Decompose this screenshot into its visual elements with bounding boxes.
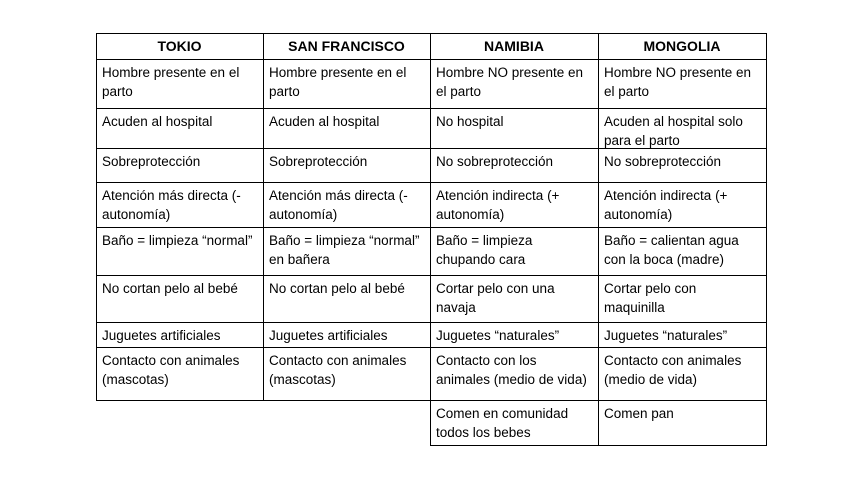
column-header: SAN FRANCISCO: [288, 38, 405, 54]
table-cell: Juguetes “naturales”: [604, 328, 728, 343]
table-cell: Baño = limpieza chupando cara: [436, 233, 537, 267]
column-divider: [430, 33, 431, 446]
table-cell: Atención más directa (- autonomía): [269, 188, 412, 222]
table-cell: No sobreprotección: [436, 154, 554, 169]
table-cell: Atención más directa (- autonomía): [102, 188, 245, 222]
table-cell: Atención indirecta (+ autonomía): [436, 188, 564, 222]
table-cell: Baño = limpieza “normal” en bañera: [269, 233, 424, 267]
table-cell: Hombre presente en el parto: [269, 65, 411, 99]
table-cell: Sobreprotección: [269, 154, 368, 169]
row-divider: [96, 322, 767, 323]
column-divider: [96, 33, 97, 401]
table-cell: Cortar pelo con maquinilla: [604, 281, 701, 315]
table-cell: Sobreprotección: [102, 154, 201, 169]
comparison-table: [96, 33, 766, 445]
table-cell: Acuden al hospital: [102, 114, 213, 129]
table-cell: Acuden al hospital solo para el parto: [604, 114, 747, 148]
table-cell: Contacto con animales (medio de vida): [604, 353, 746, 387]
row-divider: [96, 182, 767, 183]
table-cell: Comen en comunidad todos los bebes: [436, 406, 572, 440]
column-divider: [766, 33, 767, 446]
table-cell: No cortan pelo al bebé: [269, 281, 405, 296]
table-cell: Juguetes artificiales: [102, 328, 221, 343]
table-cell: Contacto con los animales (medio de vida): [436, 353, 587, 387]
table-cell: Contacto con animales (mascotas): [102, 353, 244, 387]
table-cell: Hombre NO presente en el parto: [604, 65, 755, 99]
row-divider: [96, 59, 767, 60]
table-cell: Contacto con animales (mascotas): [269, 353, 411, 387]
row-divider: [96, 227, 767, 228]
column-header: NAMIBIA: [484, 38, 544, 54]
table-cell: Baño = calientan agua con la boca (madre): [604, 233, 743, 267]
table-cell: Hombre NO presente en el parto: [436, 65, 587, 99]
column-divider: [598, 33, 599, 446]
row-divider: [96, 108, 767, 109]
table-cell: Baño = limpieza “normal”: [102, 233, 253, 248]
column-header: TOKIO: [157, 38, 202, 54]
table-cell: No sobreprotección: [604, 154, 722, 169]
table-cell: Hombre presente en el parto: [102, 65, 244, 99]
column-header: MONGOLIA: [643, 38, 721, 54]
table-cell: Acuden al hospital: [269, 114, 380, 129]
row-divider: [96, 400, 767, 401]
table-cell: Juguetes artificiales: [269, 328, 388, 343]
row-divider: [96, 148, 767, 149]
table-cell: Comen pan: [604, 406, 674, 421]
row-divider: [96, 347, 767, 348]
row-divider: [96, 33, 767, 34]
table-cell: Juguetes “naturales”: [436, 328, 560, 343]
table-cell: No cortan pelo al bebé: [102, 281, 238, 296]
table-cell: Atención indirecta (+ autonomía): [604, 188, 732, 222]
table-cell: No hospital: [436, 114, 504, 129]
column-divider: [263, 33, 264, 401]
row-divider: [96, 275, 767, 276]
table-cell: Cortar pelo con una navaja: [436, 281, 559, 315]
